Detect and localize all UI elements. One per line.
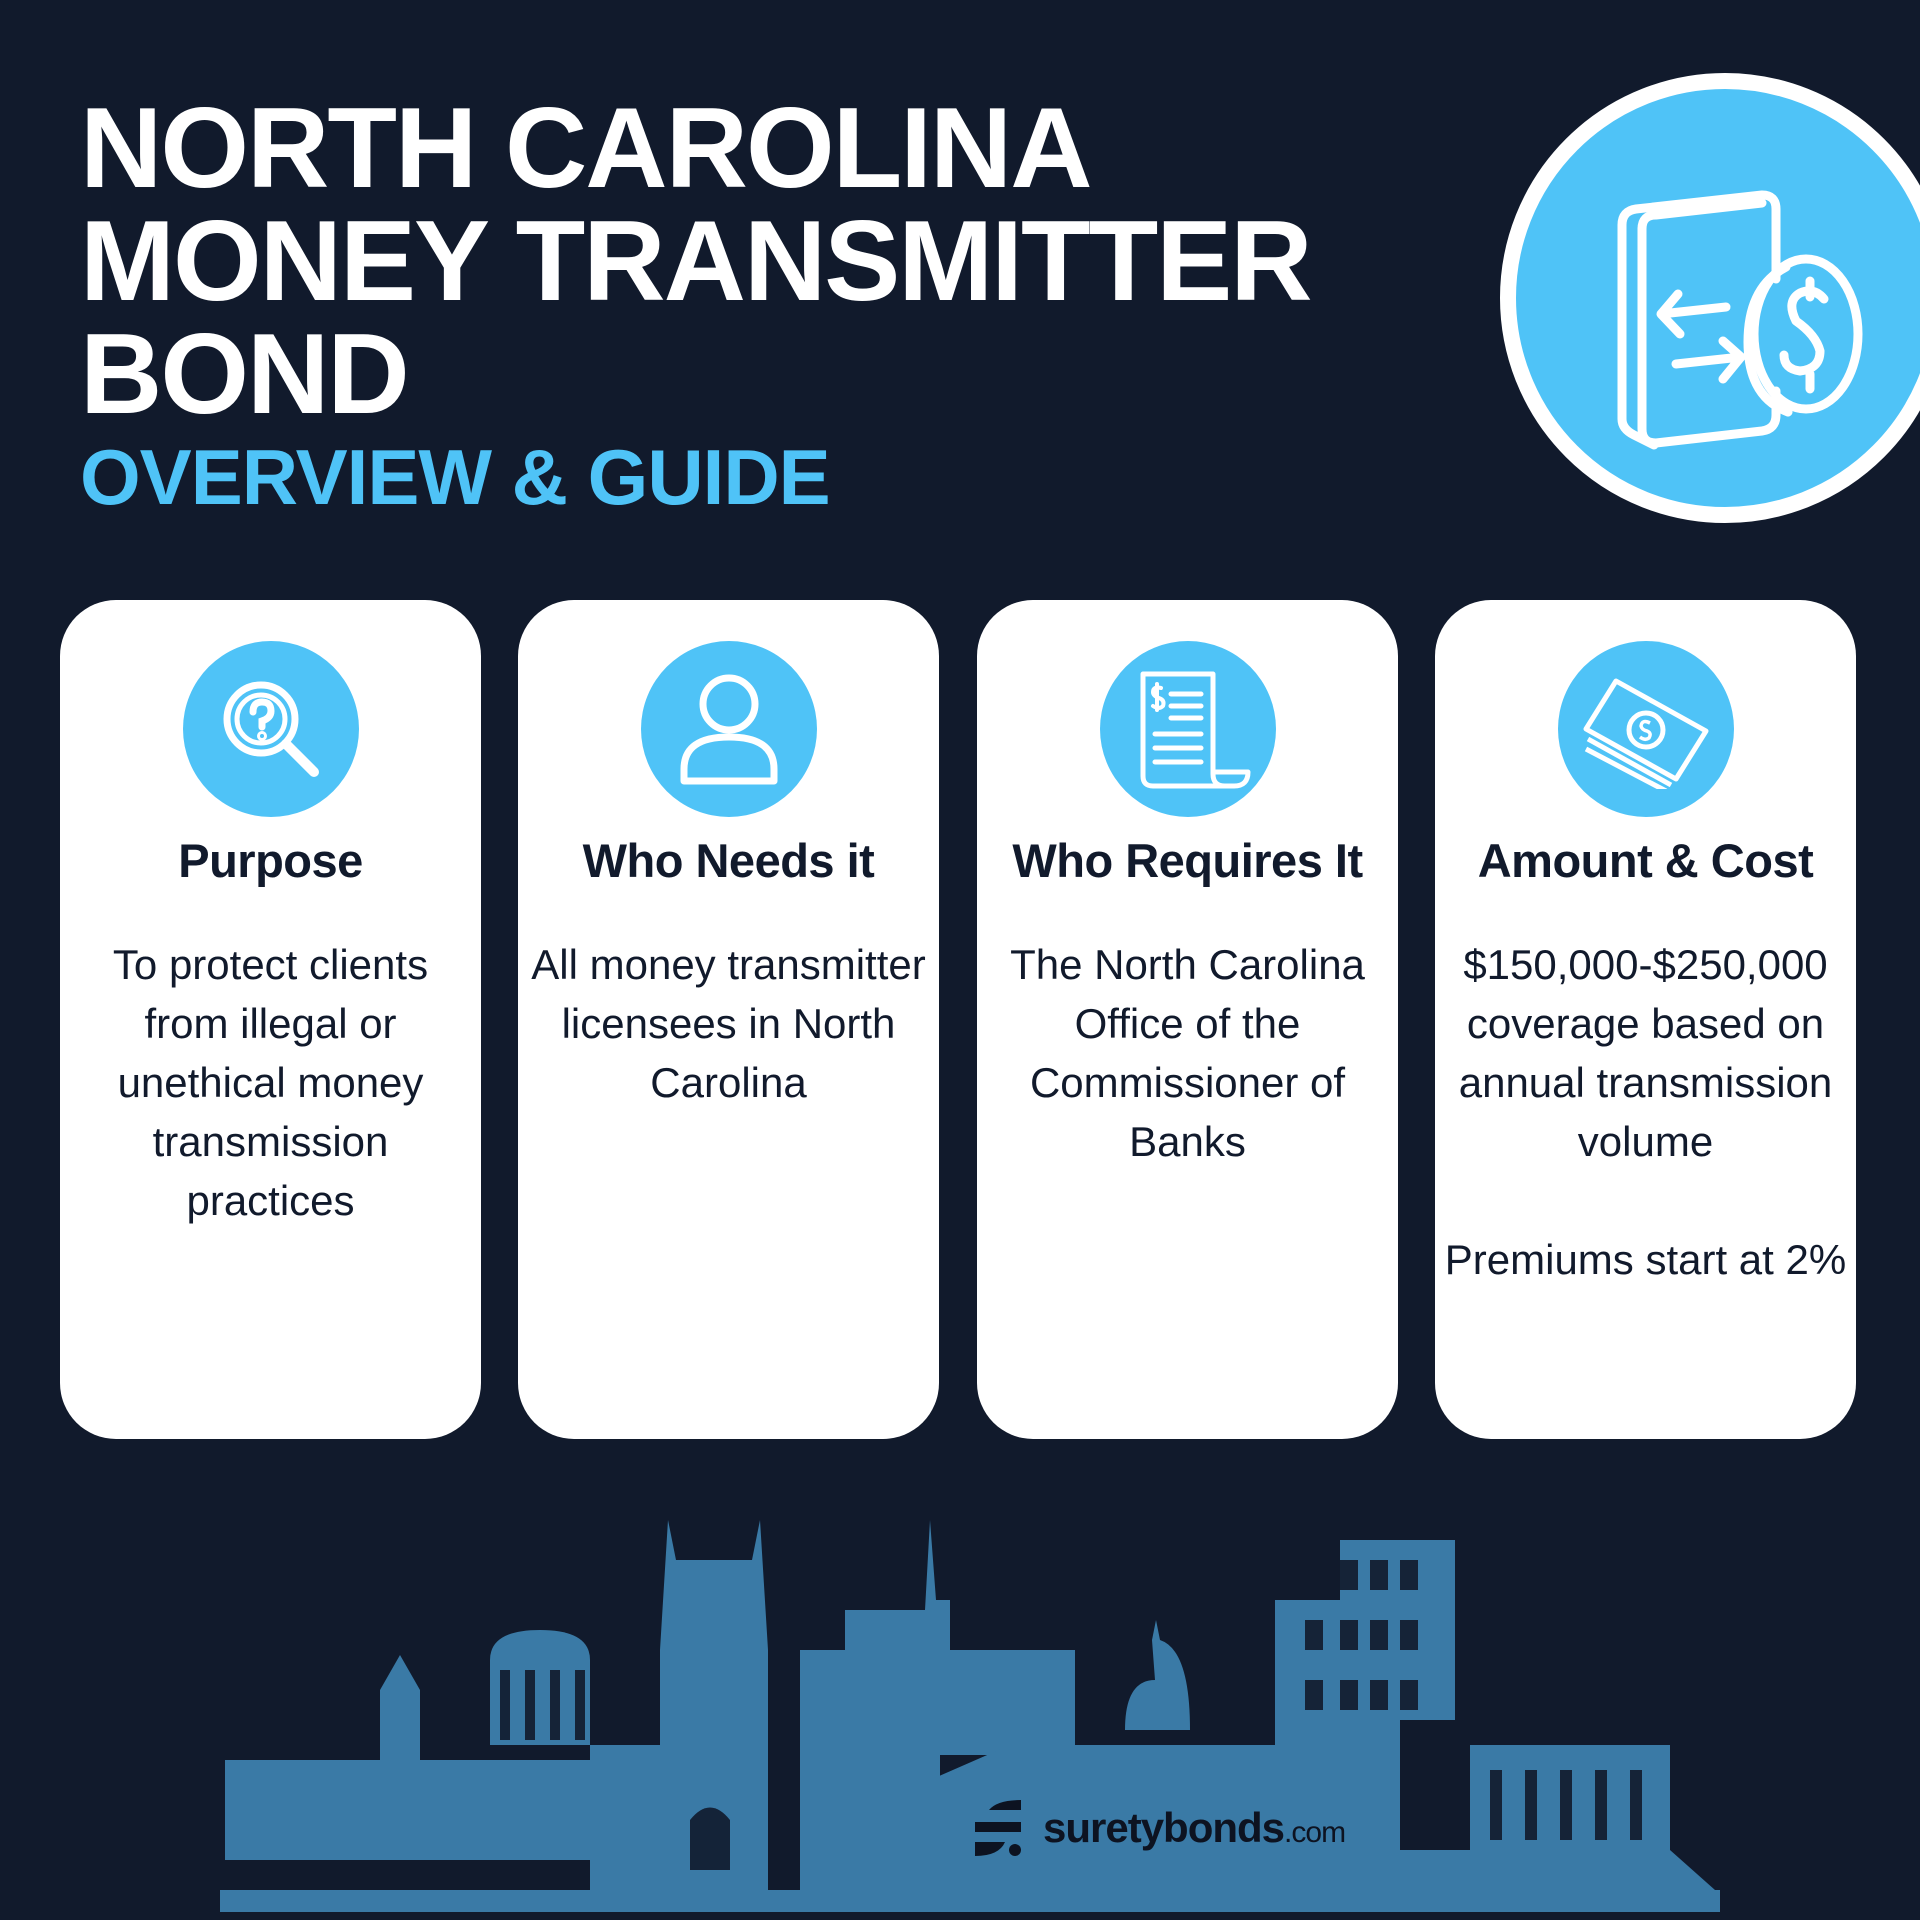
card-who-requires-it [977, 600, 1398, 1439]
card-heading: Purpose [178, 834, 363, 887]
icon-badge [641, 641, 817, 817]
suretybonds-logo-mark-icon [975, 1800, 1021, 1856]
icon-badge [1558, 641, 1734, 817]
phone-money-transfer-icon [1606, 169, 1866, 469]
suretybonds-logo [975, 1800, 1345, 1856]
cash-bills-icon [1576, 669, 1716, 789]
card-body: The North Carolina Office of the Commissioner of Banks [1010, 941, 1365, 1165]
page-subtitle: OVERVIEW & GUIDE [80, 433, 830, 521]
document-dollar-icon [1123, 664, 1253, 794]
user-icon [674, 669, 784, 789]
title-line-2: MONEY TRANSMITTER [80, 198, 1311, 325]
capitol-dome [1125, 1620, 1190, 1730]
tower [590, 1520, 768, 1900]
icon-badge [183, 641, 359, 817]
page-title [80, 85, 1311, 438]
card-heading: Who Requires It [1012, 834, 1363, 887]
icon-badge [1100, 641, 1276, 817]
hero-badge [1500, 73, 1920, 523]
search-question-icon [216, 674, 326, 784]
card-who-needs-it [518, 600, 939, 1439]
card-body-premium: Premiums start at 2% [1444, 1236, 1847, 1283]
card-body: All money transmitter licensees in North Carolina [531, 941, 926, 1106]
logo-main: suretybonds [1043, 1804, 1285, 1851]
city-skyline-illustration [0, 1500, 1920, 1920]
logo-suffix: .com [1284, 1816, 1346, 1849]
card-body: To protect clients from illegal or unethical money transmission practices [112, 941, 429, 1224]
card-heading: Amount & Cost [1477, 834, 1814, 887]
card-amount-cost [1435, 600, 1856, 1439]
title-line-3: BOND [80, 311, 408, 438]
card-heading: Who Needs it [582, 834, 875, 887]
colonnade [1390, 1745, 1715, 1890]
logo-wordmark [1043, 1804, 1345, 1852]
card-purpose [60, 600, 481, 1439]
card-body: $150,000-$250,000 coverage based on annual transmission volume [1458, 941, 1833, 1165]
title-line-1: NORTH CAROLINA [80, 85, 1091, 212]
